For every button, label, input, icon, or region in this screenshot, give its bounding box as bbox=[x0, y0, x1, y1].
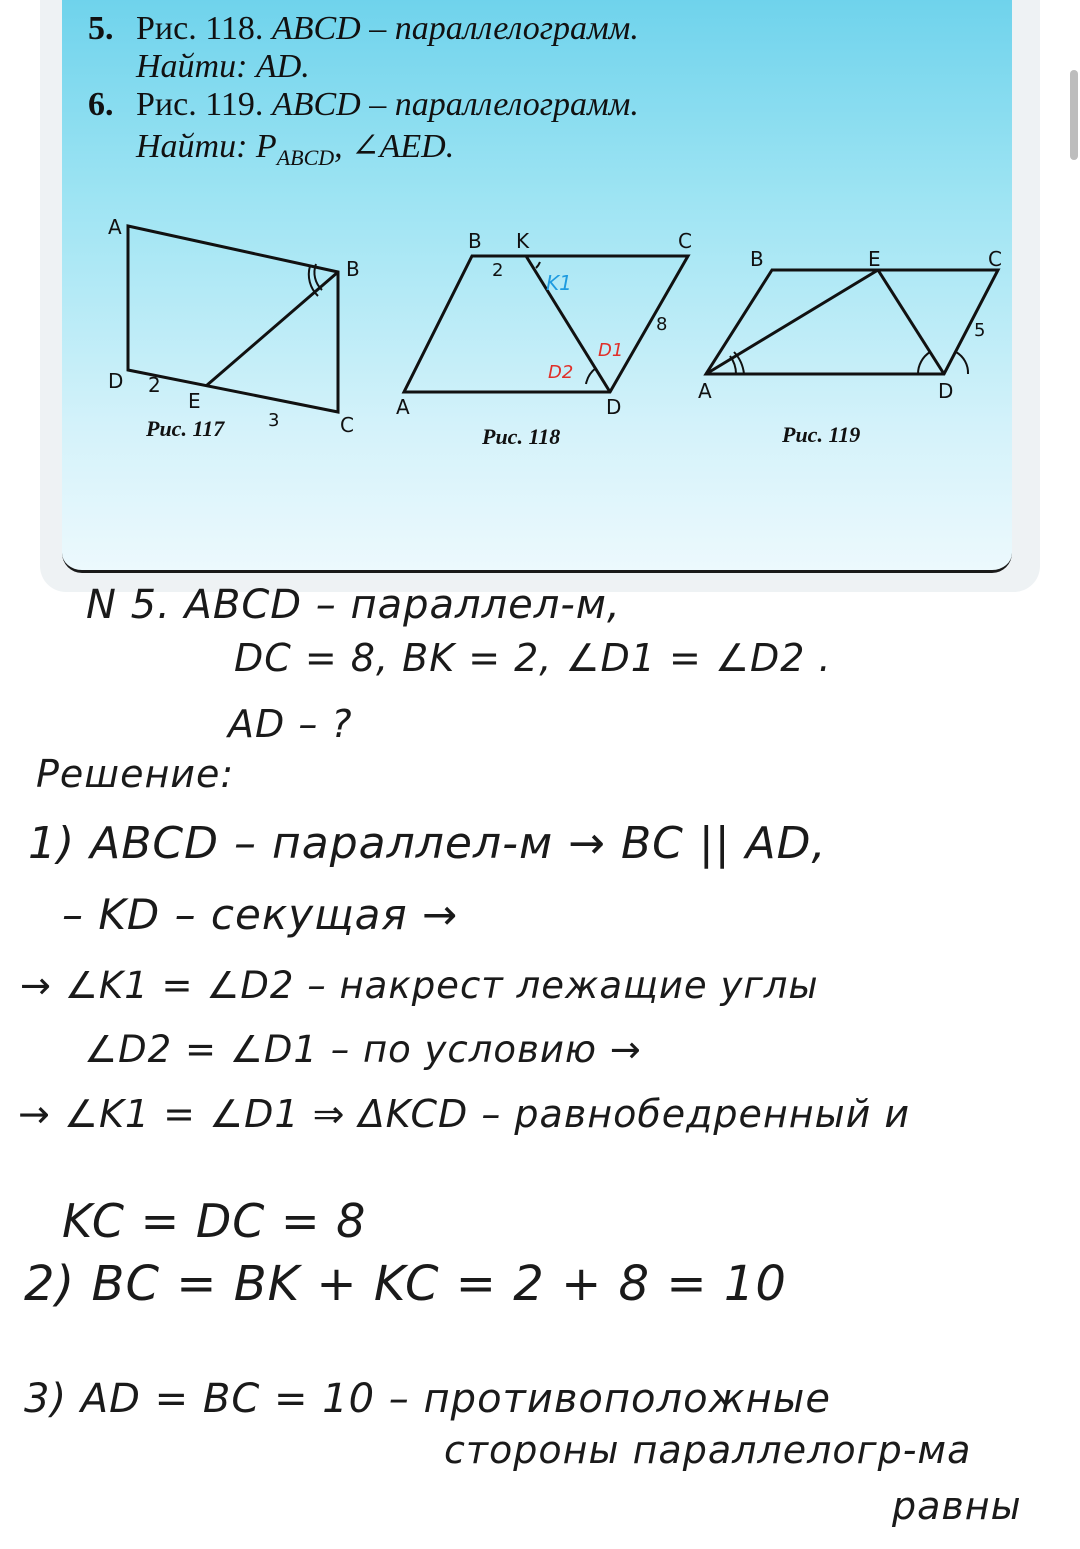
fig119-label-e: E bbox=[868, 247, 881, 271]
fig119-caption: Рис. 119 bbox=[782, 422, 861, 447]
fig117-label-c: C bbox=[340, 413, 354, 437]
task-6-find bbox=[136, 126, 454, 171]
fig118-k1-note: K1 bbox=[546, 271, 572, 295]
fig118-cd: 8 bbox=[656, 314, 668, 335]
solution-line-1: N 5. ABCD – параллел-м, bbox=[86, 582, 621, 628]
fig117-label-e: E bbox=[188, 389, 201, 413]
fig118-label-d: D bbox=[606, 395, 622, 419]
fig117-label-b: B bbox=[346, 257, 360, 281]
task-6-find-label: Найти: P bbox=[136, 128, 277, 165]
task-6-line bbox=[88, 86, 639, 124]
fig117-de: 2 bbox=[148, 373, 161, 397]
fig119-label-c: C bbox=[988, 247, 1002, 271]
scrollbar[interactable] bbox=[1070, 70, 1078, 160]
fig118-label-c: C bbox=[678, 229, 692, 253]
task-6-find-sub: ABCD bbox=[276, 144, 335, 170]
solution-line-3: AD – ? bbox=[228, 702, 353, 746]
fig118-caption: Рис. 118 bbox=[482, 424, 561, 449]
solution-line-13: стороны параллелогр-ма bbox=[444, 1428, 972, 1472]
task-6-title: ABCD – параллелограмм. bbox=[271, 86, 639, 123]
solution-line-7: → ∠K1 = ∠D2 – накрест лежащие углы bbox=[20, 964, 819, 1007]
fig119-label-d: D bbox=[938, 379, 954, 403]
task-6-ref: Рис. 119. bbox=[136, 86, 264, 123]
fig119-label-a: A bbox=[698, 379, 712, 403]
solution-line-14: равны bbox=[892, 1484, 1022, 1528]
solution-line-8: ∠D2 = ∠D1 – по условию → bbox=[84, 1028, 642, 1071]
fig118-d1-note: D1 bbox=[598, 340, 624, 361]
fig117-label-a: A bbox=[108, 215, 122, 239]
task-5-line bbox=[88, 10, 639, 48]
fig119-cd: 5 bbox=[974, 320, 986, 341]
solution-line-12: 3) AD = BC = 10 – противоположные bbox=[24, 1376, 831, 1422]
solution-line-4: Решение: bbox=[36, 752, 235, 796]
solution-line-5: 1) ABCD – параллел-м → BC || AD, bbox=[28, 818, 827, 869]
fig117-caption: Рис. 117 bbox=[146, 416, 225, 441]
fig117-ec: 3 bbox=[268, 410, 280, 431]
fig119-label-b: B bbox=[750, 247, 764, 271]
solution-line-9: → ∠K1 = ∠D1 ⇒ ΔKCD – равнобедренный и bbox=[18, 1092, 911, 1136]
task-5-title: ABCD – параллелограмм. bbox=[271, 10, 639, 47]
fig118-label-b: B bbox=[468, 229, 482, 253]
fig118-d2-note: D2 bbox=[548, 362, 574, 383]
task-5-ref: Рис. 118. bbox=[136, 10, 264, 47]
fig118-bk: 2 bbox=[492, 260, 504, 281]
task-6-find-rest: , ∠AED. bbox=[334, 128, 455, 165]
fig118-label-k: K bbox=[516, 229, 530, 253]
figures bbox=[62, 200, 1012, 480]
figure-119 bbox=[706, 270, 998, 374]
fig118-label-a: A bbox=[396, 395, 410, 419]
solution-line-6: – KD – секущая → bbox=[62, 890, 459, 939]
solution-line-10: KC = DC = 8 bbox=[62, 1194, 367, 1248]
fig117-label-d: D bbox=[108, 369, 124, 393]
task-5-find: Найти: AD. bbox=[136, 48, 310, 85]
solution-line-2: DC = 8, BK = 2, ∠D1 = ∠D2 . bbox=[234, 636, 832, 680]
task-5-number: 5. bbox=[88, 10, 114, 47]
task-6-number: 6. bbox=[88, 86, 114, 123]
solution-line-11: 2) BC = BK + KC = 2 + 8 = 10 bbox=[24, 1256, 787, 1312]
